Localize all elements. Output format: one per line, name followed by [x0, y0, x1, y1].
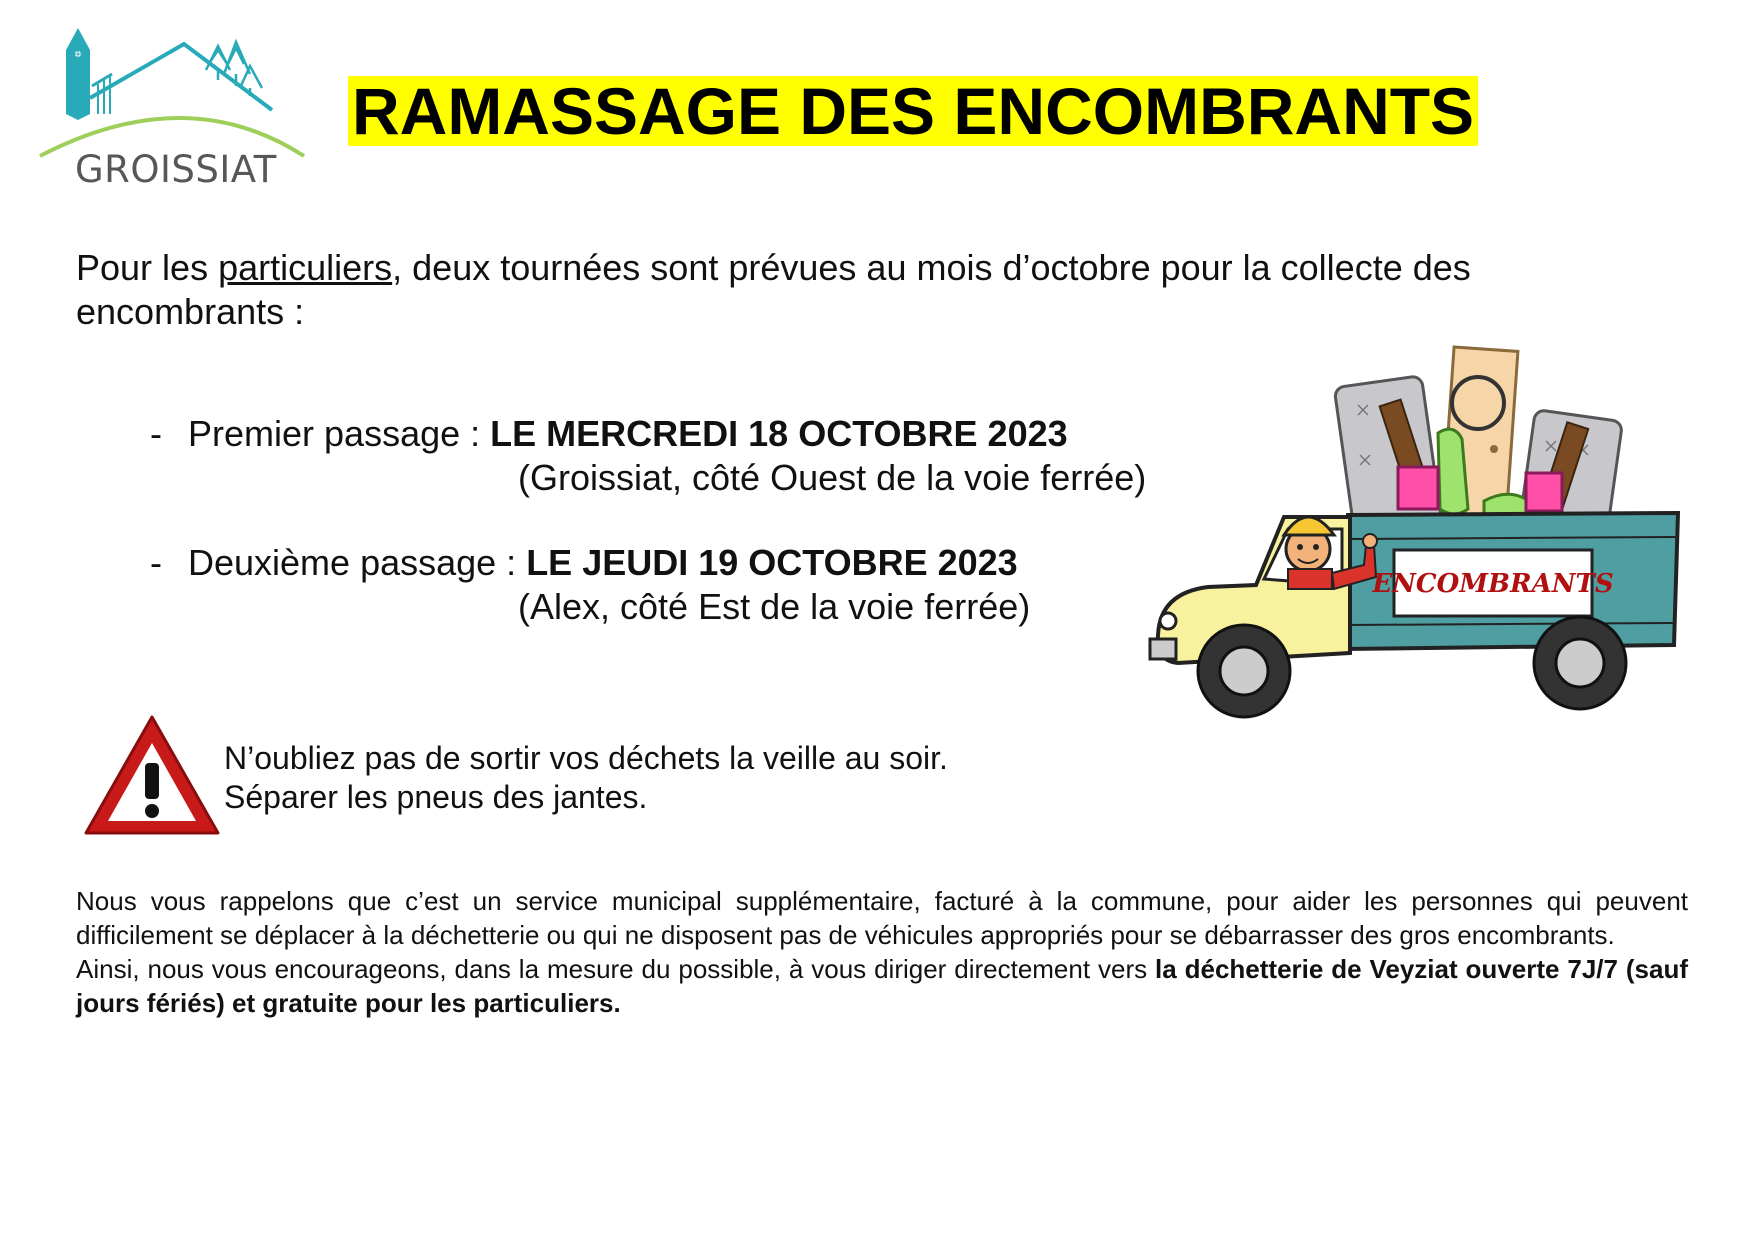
footer-paragraph-2-bold: la déchetterie de Veyziat ouverte 7J/7 (sauf jours fériés) et gratuite pour les particuliers. — [76, 954, 1689, 1018]
footer-paragraph-2 — [76, 952, 1688, 1020]
logo-text: GROISSIAT — [75, 148, 277, 191]
warning-triangle-icon — [82, 713, 222, 839]
warning-text — [224, 739, 948, 817]
passage-item-1 — [150, 412, 1068, 456]
passage-zone-2: (Alex, côté Est de la voie ferrée) — [518, 586, 1031, 627]
footer-paragraph-1: Nous vous rappelons que c’est un service municipal supplémentaire, facturé à la commune, pour aider les personnes qui peuvent difficilement se déplacer à la déchetterie ou qui ne disposent pas de véhicules appropriés pour se débarrasser des gros encombrants. — [76, 886, 1688, 950]
intro-paragraph — [76, 246, 1636, 334]
truck-sign-text: ENCOMBRANTS — [1372, 569, 1614, 599]
title-highlight — [348, 76, 1478, 146]
passage-label: Premier passage : — [188, 413, 491, 454]
passage-date: LE MERCREDI 18 OCTOBRE 2023 — [490, 413, 1068, 454]
passage-item-2 — [150, 541, 1018, 585]
passage-dash: - — [150, 413, 162, 454]
warning-line-2: Séparer les pneus des jantes. — [224, 779, 648, 815]
truck-illustration — [1138, 345, 1698, 780]
passage-zone-1: (Groissiat, côté Ouest de la voie ferrée) — [518, 457, 1147, 498]
passage-label: Deuxième passage : — [188, 542, 527, 583]
passage-date: LE JEUDI 19 OCTOBRE 2023 — [526, 542, 1018, 583]
footer-paragraph-2-text: Ainsi, nous vous encourageons, dans la mesure du possible, à vous diriger directement vers — [76, 954, 1156, 984]
intro-before: Pour les — [76, 247, 219, 288]
footer-text — [76, 884, 1688, 1020]
warning-line-1: N’oubliez pas de sortir vos déchets la veille au soir. — [224, 740, 948, 776]
intro-underlined: particuliers — [218, 247, 393, 288]
intro-after: , deux tournées sont prévues au mois d’octobre pour la collecte des encombrants : — [76, 247, 1471, 332]
passage-dash: - — [150, 542, 162, 583]
page-title: RAMASSAGE DES ENCOMBRANTS — [352, 74, 1475, 148]
